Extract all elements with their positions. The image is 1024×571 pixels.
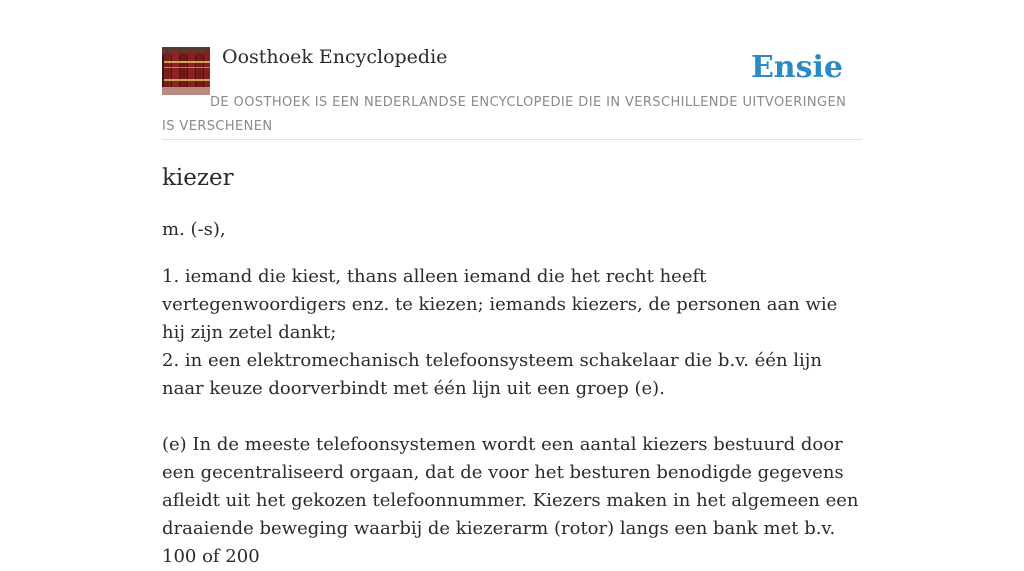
definition-item: 1. iemand die kiest, thans alleen iemand die het recht heeft vertegenwoordigers enz. te kiezen; iemands kiezers, de personen aan wie hij zijn zetel dankt; xyxy=(162,266,838,343)
source-avatar[interactable] xyxy=(162,47,210,95)
source-description: DE OOSTHOEK IS EEN NEDERLANDSE ENCYCLOPEDIE DIE IN VERSCHILLENDE UITVOERINGEN IS VERSCHENEN xyxy=(162,95,847,134)
header-divider xyxy=(162,139,862,140)
entry-definition xyxy=(162,263,862,571)
encyclopedia-books-icon xyxy=(162,47,210,95)
entry-content xyxy=(162,160,862,571)
entry-grammar: m. (-s), xyxy=(162,219,226,240)
definition-note: (e) In de meeste telefoonsystemen wordt een aantal kiezers bestuurd door een gecentraliseerd orgaan, dat de voor het besturen benodigde gegevens afleidt uit het gekozen telefoonnummer. Kiezers maken in het algemeen een draaiende beweging waarbij de kiezerarm (rotor) langs een bank met b.v. 100 of 200 xyxy=(162,434,859,567)
definition-item: 2. in een elektromechanisch telefoonsysteem schakelaar die b.v. één lijn naar keuze doorverbindt met één lijn uit een groep (e). xyxy=(162,350,822,399)
brand-logo[interactable]: Ensie xyxy=(750,50,843,85)
source-name[interactable]: Oosthoek Encyclopedie xyxy=(222,46,448,68)
entry-term: kiezer xyxy=(162,165,234,191)
